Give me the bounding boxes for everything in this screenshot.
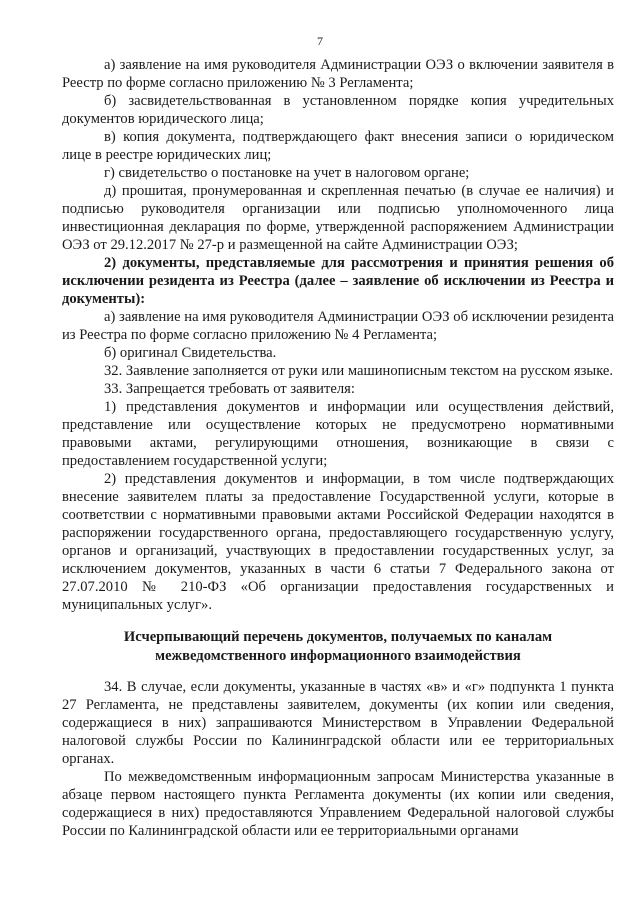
paragraph-item-v: в) копия документа, подтверждающего факт внесения записи о юридическом лице в реестре юридических лиц; [62,129,614,163]
document-body [62,56,614,840]
section-heading-line-2: межведомственного информационного взаимодействия [155,648,521,664]
paragraph-33-2: 2) представления документов и информации, в том числе подтверждающих внесение заявителем платы за предоставление Государственной услуги, которые в соответствии с нормативными правовыми актами Российской Федерации находятся в распоряжении государственного органа, предоставляющего государственную услугу, органов и организаций, участвующих в предоставлении государственных услуг, за исключением документов, указанных в части 6 статьи 7 Федерального закона от 27.07.2010 № 210-ФЗ «Об организации предоставления государственных и муниципальных услуг». [62,471,614,613]
paragraph-32: 32. Заявление заполняется от руки или машинописным текстом на русском языке. [104,363,614,379]
paragraph-section-2-bold: 2) документы, представляемые для рассмотрения и принятия решения об исключении резидента из Реестра (далее – заявление об исключении из Реестра и документы): [62,255,614,307]
section-heading [62,628,614,666]
paragraph-34: 34. В случае, если документы, указанные в частях «в» и «г» подпункта 1 пункта 27 Регламента, не представлены заявителем, документы (их копии или сведения, содержащиеся в них) запрашиваются Министерством в Управлении Федеральной налоговой службы России по Калининградской области или ее территориальных органах. [62,679,614,767]
paragraph-exclusion-a: а) заявление на имя руководителя Администрации ОЭЗ об исключении резидента из Реестра по форме согласно приложению № 4 Регламента; [62,309,614,343]
paragraph-34-continued: По межведомственным информационным запросам Министерства указанные в абзаце первом настоящего пункта Регламента документы (их копии или сведения, содержащиеся в них) предоставляются Управлением Федеральной налоговой службы России по Калининградской области или ее территориальными органами [62,769,614,839]
paragraph-item-d: д) прошитая, пронумерованная и скрепленная печатью (в случае ее наличия) и подписью руководителя организации или подписью уполномоченного лица инвестиционная декларация по форме, утвержденной распоряжением Администрации ОЭЗ от 29.12.2017 № 27-р и размещенной на сайте Администрации ОЭЗ; [62,183,614,253]
page-number: 7 [317,34,323,48]
paragraph-exclusion-b: б) оригинал Свидетельства. [104,345,277,361]
paragraph-item-b: б) засвидетельствованная в установленном порядке копия учредительных документов юридического лица; [62,93,614,127]
paragraph-item-a: а) заявление на имя руководителя Администрации ОЭЗ о включении заявителя в Реестр по форме согласно приложению № 3 Регламента; [62,57,614,91]
paragraph-33-1: 1) представления документов и информации или осуществления действий, представление или осуществление которых не предусмотрено нормативными правовыми актами, регулирующими отношения, возникающие в связи с предоставлением государственной услуги; [62,399,614,469]
section-heading-line-1: Исчерпывающий перечень документов, получаемых по каналам [123,629,553,645]
paragraph-33: 33. Запрещается требовать от заявителя: [104,381,355,397]
paragraph-item-g: г) свидетельство о постановке на учет в налоговом органе; [104,165,470,181]
